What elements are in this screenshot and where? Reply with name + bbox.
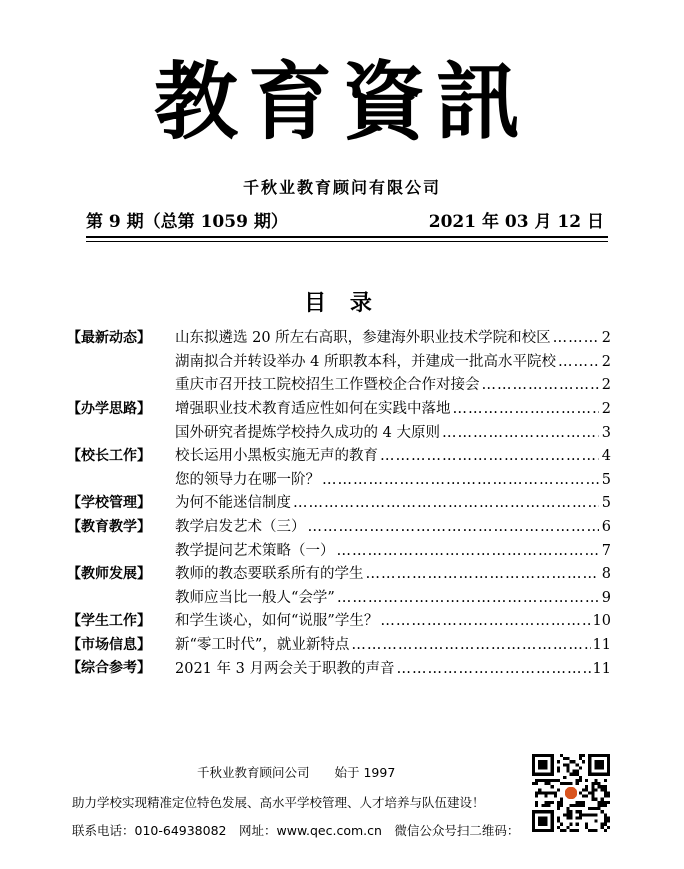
toc-row[interactable] <box>67 514 611 538</box>
toc-category: 【最新动态】 <box>67 329 151 346</box>
toc-entry-title: 校长运用小黑板实施无声的教育 <box>175 448 378 465</box>
issue-date: 2021 年 03 月 12 日 <box>428 212 604 232</box>
toc-page-number: 4 <box>601 448 611 465</box>
toc-leader-dots <box>558 354 599 370</box>
toc-page-number: 5 <box>601 495 611 512</box>
toc-row[interactable] <box>67 396 611 420</box>
toc-row[interactable] <box>67 467 611 491</box>
toc-entry[interactable] <box>175 350 611 371</box>
toc-page-number: 2 <box>601 401 611 418</box>
toc-page-number: 7 <box>601 542 611 559</box>
toc-entry-title: 湖南拟合并转设举办 4 所职教本科，并建成一批高水平院校 <box>175 353 556 370</box>
toc-row[interactable] <box>67 372 611 396</box>
toc-row[interactable] <box>67 325 611 349</box>
toc-entry[interactable] <box>175 468 611 489</box>
toc-entry[interactable] <box>175 609 611 630</box>
toc-category: 【综合参考】 <box>67 660 151 677</box>
toc-page-number: 2 <box>601 353 611 370</box>
toc-entry[interactable] <box>175 373 611 394</box>
toc-category: 【学生工作】 <box>67 612 151 629</box>
footer-company: 千秋业教育顾问公司 始于 1997 <box>197 765 396 780</box>
toc-page-number: 11 <box>592 660 611 677</box>
toc-leader-dots <box>366 566 600 582</box>
toc-row[interactable] <box>67 490 611 514</box>
toc-leader-dots <box>351 637 590 653</box>
toc-leader-dots <box>553 330 599 346</box>
masthead-title: 教育資訊 <box>153 52 530 151</box>
toc-entry-title: 教学启发艺术（三） <box>175 519 306 536</box>
toc-leader-dots <box>442 425 599 441</box>
toc-title: 目 录 <box>304 290 380 316</box>
toc-entry-title: 教学提问艺术策略（一） <box>175 542 335 559</box>
qr-code-icon <box>532 753 610 833</box>
toc-page-number: 2 <box>601 377 611 394</box>
toc-leader-dots <box>453 401 600 417</box>
toc-entry[interactable] <box>175 515 611 536</box>
toc-entry-title: 2021 年 3 月两会关于职教的声音 <box>175 660 395 677</box>
toc-entry[interactable] <box>175 491 611 512</box>
toc-entry-title: 教师的教态要联系所有的学生 <box>175 566 364 583</box>
toc-entry-title: 教师应当比一般人“会学” <box>175 589 335 606</box>
toc-entry[interactable] <box>175 326 611 347</box>
toc-page-number: 8 <box>601 566 611 583</box>
toc-entry-title: 国外研究者提炼学校持久成功的 4 大原则 <box>175 424 440 441</box>
toc-leader-dots <box>380 448 599 464</box>
toc-entry[interactable] <box>175 562 611 583</box>
toc-page-number: 5 <box>601 471 611 488</box>
toc-page-number: 2 <box>601 330 611 347</box>
toc-entry-title: 增强职业技术教育适应性如何在实践中落地 <box>175 401 451 418</box>
toc-entry[interactable] <box>175 539 611 560</box>
toc-row[interactable] <box>67 632 611 656</box>
company-name: 千秋业教育顾问有限公司 <box>242 178 441 197</box>
toc-entry[interactable] <box>175 397 611 418</box>
toc-category: 【办学思路】 <box>67 400 151 417</box>
toc-row[interactable] <box>67 349 611 373</box>
toc-page-number: 3 <box>601 424 611 441</box>
toc-entry-title: 您的领导力在哪一阶？ <box>175 471 320 488</box>
toc-row[interactable] <box>67 419 611 443</box>
toc-row[interactable] <box>67 443 611 467</box>
toc-row[interactable] <box>67 561 611 585</box>
toc-category: 【教师发展】 <box>67 565 151 582</box>
toc-row[interactable] <box>67 585 611 609</box>
toc-leader-dots <box>308 519 600 535</box>
toc-page-number: 9 <box>601 589 611 606</box>
toc-page-number: 6 <box>601 519 611 536</box>
toc-leader-dots <box>293 495 599 511</box>
toc-category: 【市场信息】 <box>67 636 151 653</box>
toc-entry-title: 和学生谈心，如何“说服”学生？ <box>175 613 379 630</box>
toc-entry-title: 山东拟遴选 20 所左右高职，参建海外职业技术学院和校区 <box>175 330 551 347</box>
table-of-contents <box>67 325 611 679</box>
toc-entry-title: 新“零工时代”，就业新特点 <box>175 637 350 654</box>
toc-leader-dots <box>337 590 599 606</box>
toc-entry[interactable] <box>175 633 611 654</box>
toc-category: 【学校管理】 <box>67 494 151 511</box>
toc-entry[interactable] <box>175 586 611 607</box>
toc-leader-dots <box>482 377 600 393</box>
toc-leader-dots <box>337 543 600 559</box>
toc-category: 【教育教学】 <box>67 518 151 535</box>
toc-entry[interactable] <box>175 444 611 465</box>
toc-page-number: 11 <box>592 637 611 654</box>
toc-row[interactable] <box>67 608 611 632</box>
toc-entry-title: 重庆市召开技工院校招生工作暨校企合作对接会 <box>175 377 480 394</box>
footer-contact: 联系电话：010-64938082 网址：www.qec.com.cn 微信公众号扫二维码： <box>72 823 520 838</box>
toc-row[interactable] <box>67 655 611 679</box>
toc-entry[interactable] <box>175 657 611 678</box>
toc-entry[interactable] <box>175 421 611 442</box>
toc-row[interactable] <box>67 537 611 561</box>
toc-category: 【校长工作】 <box>67 447 151 464</box>
toc-leader-dots <box>322 472 599 488</box>
footer-slogan: 助力学校实现精准定位特色发展、高水平学校管理、人才培养与队伍建设！ <box>72 795 485 810</box>
toc-leader-dots <box>380 613 590 629</box>
issue-number: 第 9 期（总第 1059 期） <box>86 212 288 232</box>
header-rule-thick <box>86 236 608 238</box>
header-rule-thin <box>86 241 608 242</box>
toc-leader-dots <box>396 661 590 677</box>
toc-page-number: 10 <box>592 613 611 630</box>
toc-entry-title: 为何不能迷信制度 <box>175 495 291 512</box>
